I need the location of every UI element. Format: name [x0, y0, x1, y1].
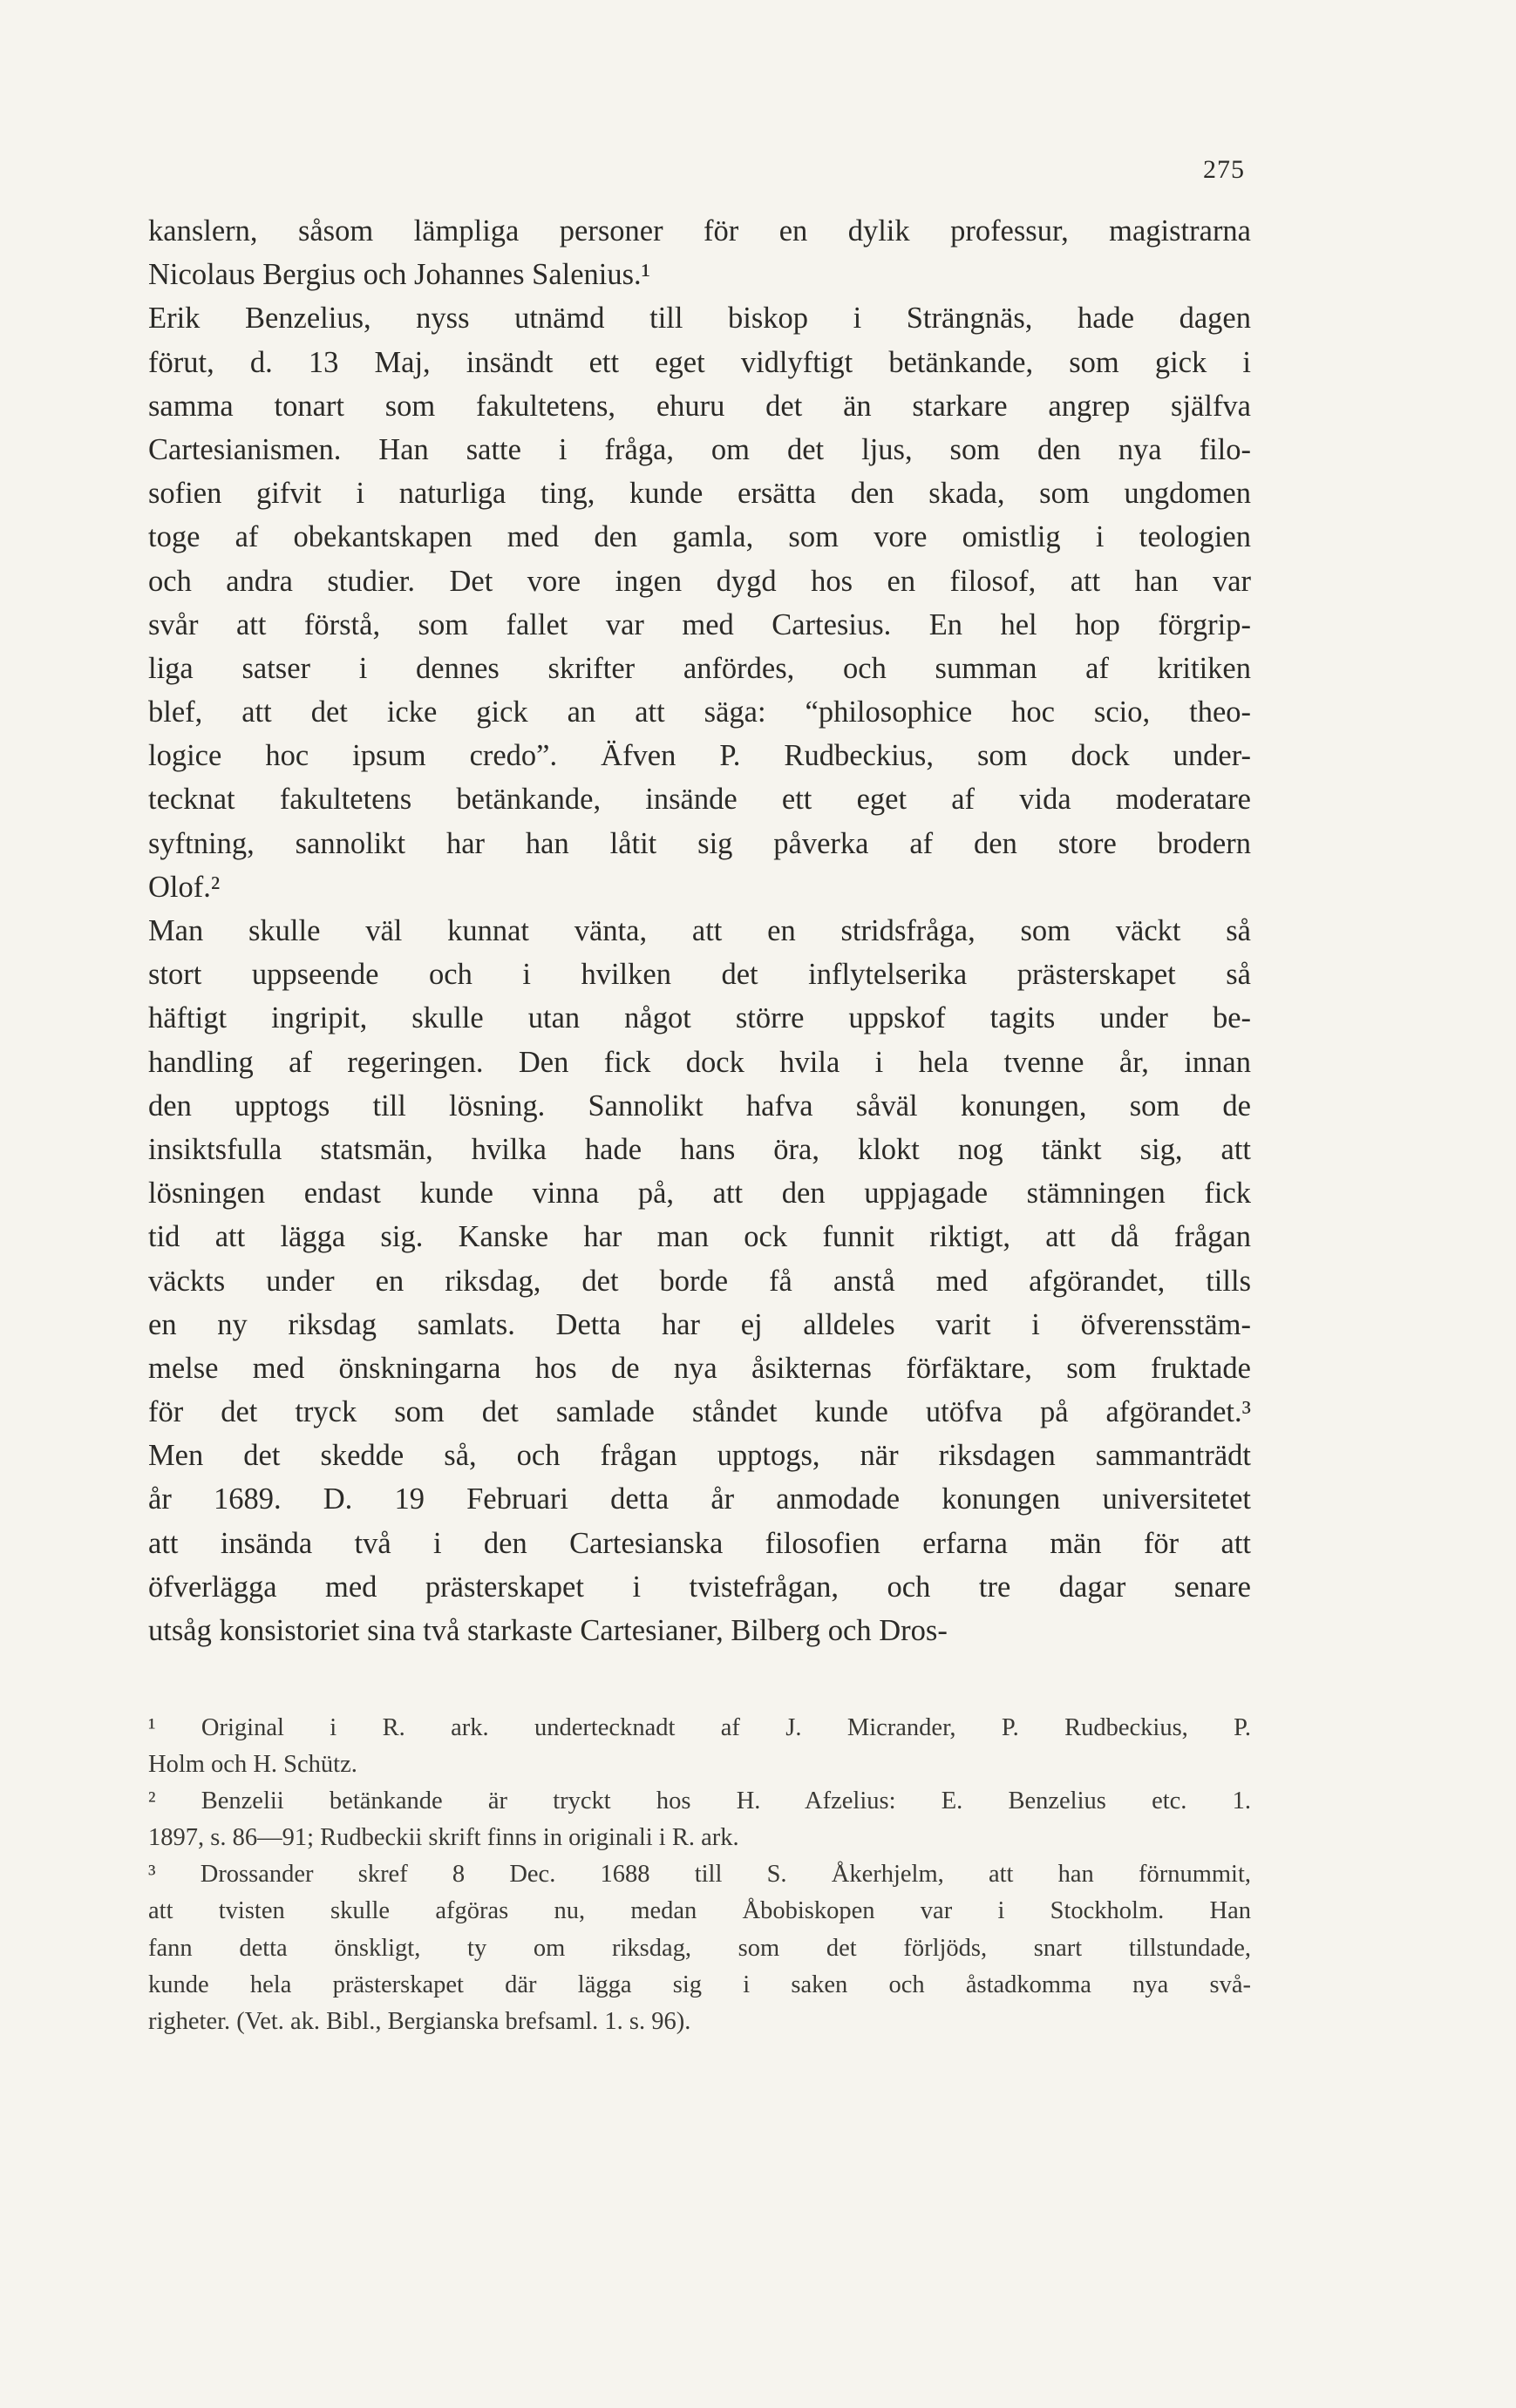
- page-number: 275: [1203, 155, 1245, 184]
- text-line: för det tryck som det samlade ståndet kunde utöfva på afgörandet.³: [148, 1395, 1251, 1429]
- text-line: att insända två i den Cartesianska filosofien erfarna män för att: [148, 1526, 1251, 1560]
- footnote-line: righeter. (Vet. ak. Bibl., Bergianska brefsaml. 1. s. 96).: [148, 2007, 691, 2035]
- text-line: Erik Benzelius, nyss utnämd till biskop i Strängnäs, hade dagen: [148, 302, 1251, 336]
- footnote-line: kunde hela prästerskapet där lägga sig i saken och åstadkomma nya svå-: [148, 1970, 1251, 1998]
- text-line: Olof.²: [148, 870, 221, 904]
- text-line: handling af regeringen. Den fick dock hvila i hela tvenne år, innan: [148, 1045, 1251, 1079]
- text-line: melse med önskningarna hos de nya åsikternas förfäktare, som fruktade: [148, 1351, 1251, 1385]
- text-line: insiktsfulla statsmän, hvilka hade hans öra, klokt nog tänkt sig, att: [148, 1132, 1251, 1166]
- text-line: svår att förstå, som fallet var med Cartesius. En hel hop förgrip-: [148, 607, 1251, 641]
- text-line: kanslern, såsom lämpliga personer för en dylik professur, magistrarna: [148, 214, 1251, 248]
- text-line: en ny riksdag samlats. Detta har ej alldeles varit i öfverensstäm-: [148, 1307, 1251, 1341]
- footnote-line: ² Benzelii betänkande är tryckt hos H. Afzelius: E. Benzelius etc. 1.: [148, 1787, 1251, 1815]
- footnote-line: ³ Drossander skref 8 Dec. 1688 till S. Åkerhjelm, att han förnummit,: [148, 1861, 1251, 1889]
- text-line: tecknat fakultetens betänkande, insände ett eget af vida moderatare: [148, 783, 1251, 817]
- text-line: och andra studier. Det vore ingen dygd hos en filosof, att han var: [148, 564, 1251, 598]
- text-line: tid att lägga sig. Kanske har man ock funnit riktigt, att då frågan: [148, 1220, 1251, 1254]
- text-line: logice hoc ipsum credo”. Äfven P. Rudbeckius, som dock under-: [148, 739, 1251, 773]
- footnote-line: 1897, s. 86—91; Rudbeckii skrift finns in originali i R. ark.: [148, 1824, 739, 1852]
- text-line: Men det skedde så, och frågan upptogs, när riksdagen sammanträdt: [148, 1439, 1251, 1473]
- footnote-line: Holm och H. Schütz.: [148, 1751, 357, 1779]
- text-line: utsåg konsistoriet sina två starkaste Cartesianer, Bilberg och Dros-: [148, 1614, 948, 1647]
- text-line: sofien gifvit i naturliga ting, kunde ersätta den skada, som ungdomen: [148, 477, 1251, 511]
- text-line: den upptogs till lösning. Sannolikt hafva såväl konungen, som de: [148, 1089, 1251, 1123]
- footnote-line: att tvisten skulle afgöras nu, medan Åbobiskopen var i Stockholm. Han: [148, 1897, 1251, 1925]
- body-text: [148, 209, 1251, 1652]
- text-line: lösningen endast kunde vinna på, att den uppjagade stämningen fick: [148, 1177, 1251, 1211]
- text-line: Man skulle väl kunnat vänta, att en stridsfråga, som väckt så: [148, 914, 1251, 947]
- footnote-line: fann detta önskligt, ty om riksdag, som det förljöds, snart tillstundade,: [148, 1934, 1251, 1962]
- text-line: väckts under en riksdag, det borde få anstå med afgörandet, tills: [148, 1264, 1251, 1298]
- text-line: Nicolaus Bergius och Johannes Salenius.¹: [148, 258, 651, 292]
- text-line: samma tonart som fakultetens, ehuru det än starkare angrep själfva: [148, 389, 1251, 423]
- text-line: Cartesianismen. Han satte i fråga, om det ljus, som den nya filo-: [148, 432, 1251, 466]
- text-line: toge af obekantskapen med den gamla, som vore omistlig i teologien: [148, 520, 1251, 554]
- footnote-line: ¹ Original i R. ark. undertecknadt af J. Micrander, P. Rudbeckius, P.: [148, 1714, 1251, 1741]
- text-line: liga satser i dennes skrifter anfördes, och summan af kritiken: [148, 651, 1251, 685]
- text-line: stort uppseende och i hvilken det inflytelserika prästerskapet så: [148, 958, 1251, 992]
- text-line: öfverlägga med prästerskapet i tvistefrågan, och tre dagar senare: [148, 1570, 1251, 1604]
- text-line: år 1689. D. 19 Februari detta år anmodade konungen universitetet: [148, 1482, 1251, 1516]
- text-line: förut, d. 13 Maj, insändt ett eget vidlyftigt betänkande, som gick i: [148, 345, 1251, 379]
- text-line: häftigt ingripit, skulle utan något större uppskof tagits under be-: [148, 1001, 1251, 1035]
- text-line: blef, att det icke gick an att säga: “philosophice hoc scio, theo-: [148, 695, 1251, 729]
- footnotes: [148, 1710, 1251, 2040]
- text-line: syftning, sannolikt har han låtit sig påverka af den store brodern: [148, 826, 1251, 860]
